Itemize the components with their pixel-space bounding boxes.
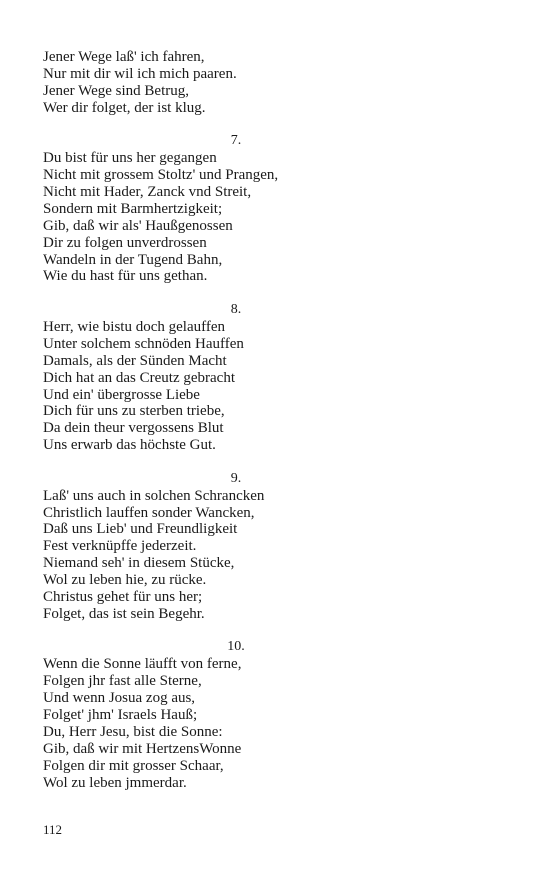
verse-line: Sondern mit Barmhertzigkeit; bbox=[43, 200, 223, 217]
verse-line: Und ein' übergrosse Liebe bbox=[43, 386, 200, 403]
verse-line: Folget' jhm' Israels Hauß; bbox=[43, 707, 198, 724]
verse-line: Nur mit dir wil ich mich paaren. bbox=[43, 65, 237, 82]
verse-line: Unter solchem schnöden Hauffen bbox=[43, 335, 244, 352]
verse-line: Nicht mit Hader, Zanck vnd Streit, bbox=[43, 183, 252, 200]
stanza-10 bbox=[43, 639, 303, 791]
verse-line: Und wenn Josua zog aus, bbox=[43, 690, 196, 707]
verse-line: Christlich lauffen sonder Wancken, bbox=[43, 504, 255, 521]
verse-line: Niemand seh' in diesem Stücke, bbox=[43, 555, 235, 572]
verse-line: Dir zu folgen unverdrossen bbox=[43, 234, 207, 251]
verse-line: Folget, das ist sein Begehr. bbox=[43, 605, 205, 622]
stanza-0 bbox=[43, 49, 303, 117]
verse-line: Jener Wege laß' ich fahren, bbox=[43, 49, 205, 65]
verse-line: Christus gehet für uns her; bbox=[43, 589, 203, 606]
verse-line: Damals, als der Sünden Macht bbox=[43, 352, 227, 369]
verse-line: Du, Herr Jesu, bist die Sonne: bbox=[43, 724, 223, 740]
stanza-8 bbox=[43, 302, 303, 454]
verse-line: Da dein theur vergossens Blut bbox=[43, 420, 224, 437]
verse-line: Dich für uns zu sterben triebe, bbox=[43, 403, 225, 420]
verse-line: Herr, wie bistu doch gelauffen bbox=[43, 318, 225, 335]
verse-line: Fest verknüpffe jederzeit. bbox=[43, 538, 197, 555]
verse-line: Gib, daß wir als' Haußgenossen bbox=[43, 217, 233, 234]
verse-line: Daß uns Lieb' und Freundligkeit bbox=[43, 521, 238, 538]
verse-line: Wie du hast für uns gethan. bbox=[43, 268, 208, 285]
verse-line: Wenn die Sonne läufft von ferne, bbox=[43, 656, 242, 673]
verse-line: Laß' uns auch in solchen Schrancken bbox=[43, 487, 265, 504]
verse-line: Wol zu leben jmmerdar. bbox=[43, 774, 187, 791]
verse-line: Wer dir folget, der ist klug. bbox=[43, 99, 206, 116]
verse-line: Wol zu leben hie, zu rücke. bbox=[43, 572, 207, 589]
page-number: 112 bbox=[43, 822, 63, 837]
verse-line: Du bist für uns her gegangen bbox=[43, 150, 217, 167]
stanza-number: 7. bbox=[230, 133, 242, 149]
verse-line: Folgen dir mit grosser Schaar, bbox=[43, 757, 224, 774]
stanza-number: 9. bbox=[230, 470, 242, 486]
verse-line: Folgen jhr fast alle Sterne, bbox=[43, 673, 202, 690]
stanza-number: 10. bbox=[227, 639, 245, 655]
verse-line: Gib, daß wir mit HertzensWonne bbox=[43, 740, 242, 757]
stanza-number: 8. bbox=[230, 301, 242, 317]
verse-line: Uns erwarb das höchste Gut. bbox=[43, 437, 216, 454]
verse-line: Dich hat an das Creutz gebracht bbox=[43, 369, 236, 386]
stanza-7 bbox=[43, 133, 303, 285]
verse-line: Wandeln in der Tugend Bahn, bbox=[43, 251, 223, 268]
verse-line: Nicht mit grossem Stoltz' und Prangen, bbox=[43, 167, 279, 184]
poem-body bbox=[43, 49, 303, 792]
verse-line: Jener Wege sind Betrug, bbox=[43, 82, 189, 99]
stanza-9 bbox=[43, 471, 303, 623]
